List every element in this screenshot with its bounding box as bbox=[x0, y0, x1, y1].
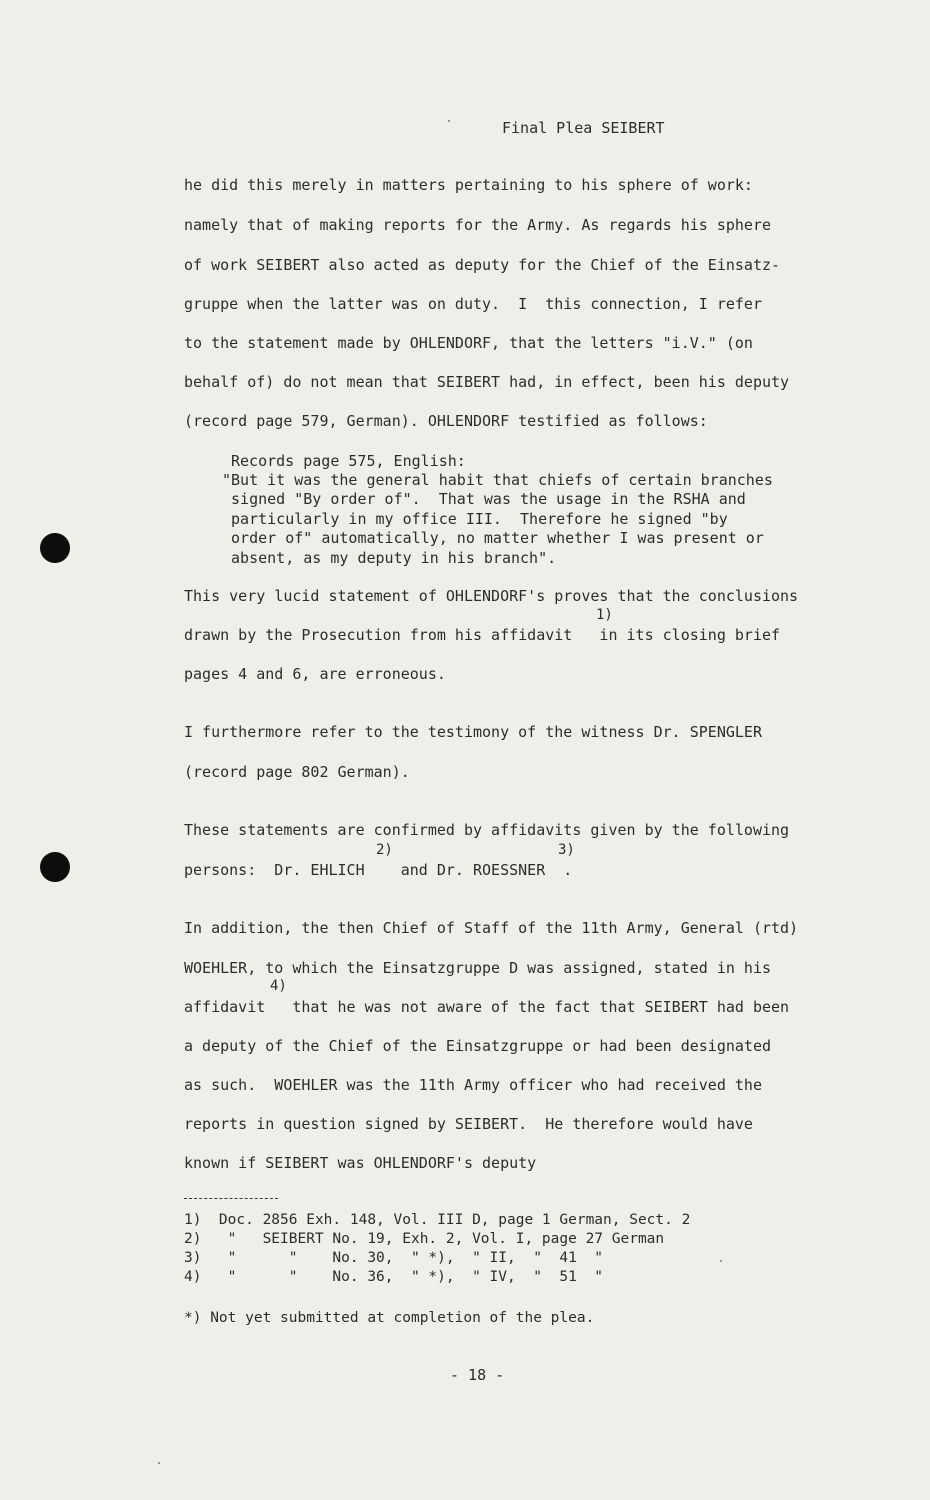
quote-line: signed "By order of". That was the usage in the RSHA and bbox=[222, 490, 746, 508]
text-line: known if SEIBERT was OHLENDORF's deputy bbox=[184, 1154, 537, 1172]
footnote-line: 4) " " No. 36, " *), " IV, " 51 " bbox=[184, 1269, 604, 1285]
text-line: pages 4 and 6, are erroneous. bbox=[184, 665, 446, 683]
footnote-note: *) Not yet submitted at completion of the plea. bbox=[184, 1310, 595, 1326]
quote-line: Records page 575, English: bbox=[231, 452, 466, 470]
quote-line: "But it was the general habit that chiefs of certain branches bbox=[222, 471, 773, 489]
text-line: WOEHLER, to which the Einsatzgruppe D was assigned, stated in his bbox=[184, 959, 771, 977]
text-line: I furthermore refer to the testimony of the witness Dr. SPENGLER bbox=[184, 723, 762, 741]
footnote-line: 1) Doc. 2856 Exh. 148, Vol. III D, page 1 German, Sect. 2 bbox=[184, 1212, 691, 1228]
paper-speck bbox=[448, 120, 450, 122]
quote-line: absent, as my deputy in his branch". bbox=[222, 549, 557, 567]
text-line: This very lucid statement of OHLENDORF's proves that the conclusions bbox=[184, 587, 799, 605]
footnote-ref-2: 2) bbox=[376, 842, 393, 858]
footnote-separator bbox=[184, 1198, 278, 1199]
page-number: - 18 - bbox=[450, 1366, 505, 1384]
text-line: In addition, the then Chief of Staff of the 11th Army, General (rtd) bbox=[184, 919, 799, 937]
punch-hole-top bbox=[40, 533, 70, 563]
text-line: he did this merely in matters pertaining to his sphere of work: bbox=[184, 176, 753, 194]
punch-hole-bottom bbox=[40, 852, 70, 882]
page-header-title: Final Plea SEIBERT bbox=[502, 119, 665, 137]
paper-speck bbox=[158, 1462, 160, 1464]
footnote-line: 2) " SEIBERT No. 19, Exh. 2, Vol. I, page 27 German bbox=[184, 1231, 665, 1247]
footnote-ref-3: 3) bbox=[558, 842, 575, 858]
text-line: a deputy of the Chief of the Einsatzgruppe or had been designated bbox=[184, 1037, 771, 1055]
footnote-ref-1: 1) bbox=[596, 607, 613, 623]
text-line: behalf of) do not mean that SEIBERT had, in effect, been his deputy bbox=[184, 373, 790, 391]
text-line: reports in question signed by SEIBERT. He therefore would have bbox=[184, 1115, 753, 1133]
quote-line: particularly in my office III. Therefore he signed "by bbox=[222, 510, 728, 528]
text-line: (record page 579, German). OHLENDORF testified as follows: bbox=[184, 412, 708, 430]
text-line: of work SEIBERT also acted as deputy for the Chief of the Einsatz- bbox=[184, 256, 781, 274]
quote-line: order of" automatically, no matter whether I was present or bbox=[222, 529, 764, 547]
footnote-line: 3) " " No. 30, " *), " II, " 41 " bbox=[184, 1250, 604, 1266]
footnote-ref-4: 4) bbox=[270, 978, 287, 994]
text-line: as such. WOEHLER was the 11th Army officer who had received the bbox=[184, 1076, 762, 1094]
text-line: gruppe when the latter was on duty. I this connection, I refer bbox=[184, 295, 762, 313]
text-line: affidavit that he was not aware of the fact that SEIBERT had been bbox=[184, 998, 790, 1016]
paper-speck bbox=[720, 1260, 722, 1262]
text-line: drawn by the Prosecution from his affidavit in its closing brief bbox=[184, 626, 781, 644]
text-line: These statements are confirmed by affidavits given by the following bbox=[184, 821, 790, 839]
text-line: persons: Dr. EHLICH and Dr. ROESSNER . bbox=[184, 861, 573, 879]
text-line: to the statement made by OHLENDORF, that the letters "i.V." (on bbox=[184, 334, 753, 352]
text-line: (record page 802 German). bbox=[184, 763, 410, 781]
text-line: namely that of making reports for the Army. As regards his sphere bbox=[184, 216, 771, 234]
